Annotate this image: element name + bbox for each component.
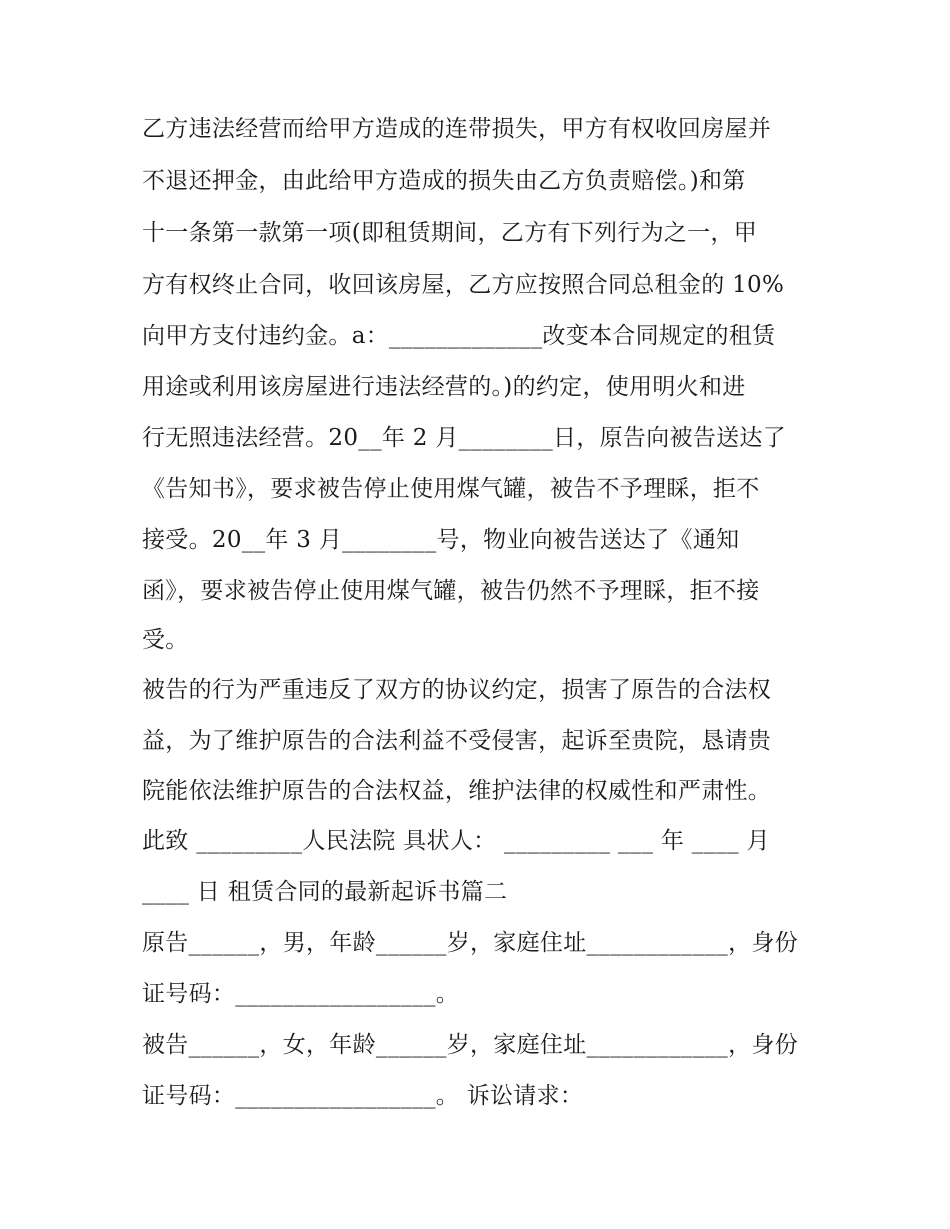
text-line: 乙方违法经营而给甲方造成的连带损失，甲方有权收回房屋并 (142, 116, 772, 142)
text-line: 原告______，男，年龄______岁，家庭住址____________，身份 (142, 930, 798, 956)
text-line: 受。 (142, 627, 189, 653)
text-line: 被告的行为严重违反了双方的协议约定，损害了原告的合法权 (142, 677, 772, 703)
text-line: 此致 _________人民法院 具状人： _________ ___ 年 ____ 月 (142, 828, 770, 854)
text-line: 不退还押金，由此给甲方造成的损失由乙方负责赔偿。)和第 (142, 168, 746, 194)
text-line: 证号码：_________________。 诉讼请求： (142, 1083, 584, 1109)
text-line: 函》，要求被告停止使用煤气罐，被告仍然不予理睬，拒不接 (142, 578, 760, 604)
text-line: 证号码：_________________。 (142, 981, 460, 1007)
text-line: 院能依法维护原告的合法权益，维护法律的权威性和严肃性。 (142, 778, 772, 804)
text-line: 十一条第一款第一项(即租赁期间，乙方有下列行为之一，甲 (142, 220, 758, 246)
text-line: 行无照违法经营。20__年 2 月________日，原告向被告送达了 (142, 425, 787, 451)
text-line: 益，为了维护原告的合法利益不受侵害，起诉至贵院，恳请贵 (142, 728, 772, 754)
text-line: 《告知书》，要求被告停止使用煤气罐，被告不予理睬，拒不 (142, 476, 760, 502)
text-line: 被告______，女，年龄______岁，家庭住址____________，身份 (142, 1032, 798, 1058)
text-line: 接受。20__年 3 月________号，物业向被告送达了《通知 (142, 527, 740, 553)
text-line: ____ 日 租赁合同的最新起诉书篇二 (142, 879, 508, 905)
text-line: 方有权终止合同，收回该房屋，乙方应按照合同总租金的 10% (142, 272, 785, 298)
text-line: 向甲方支付违约金。a：_____________改变本合同规定的租赁 (142, 323, 776, 349)
text-line: 用途或利用该房屋进行违法经营的。)的约定，使用明火和进 (142, 374, 746, 400)
